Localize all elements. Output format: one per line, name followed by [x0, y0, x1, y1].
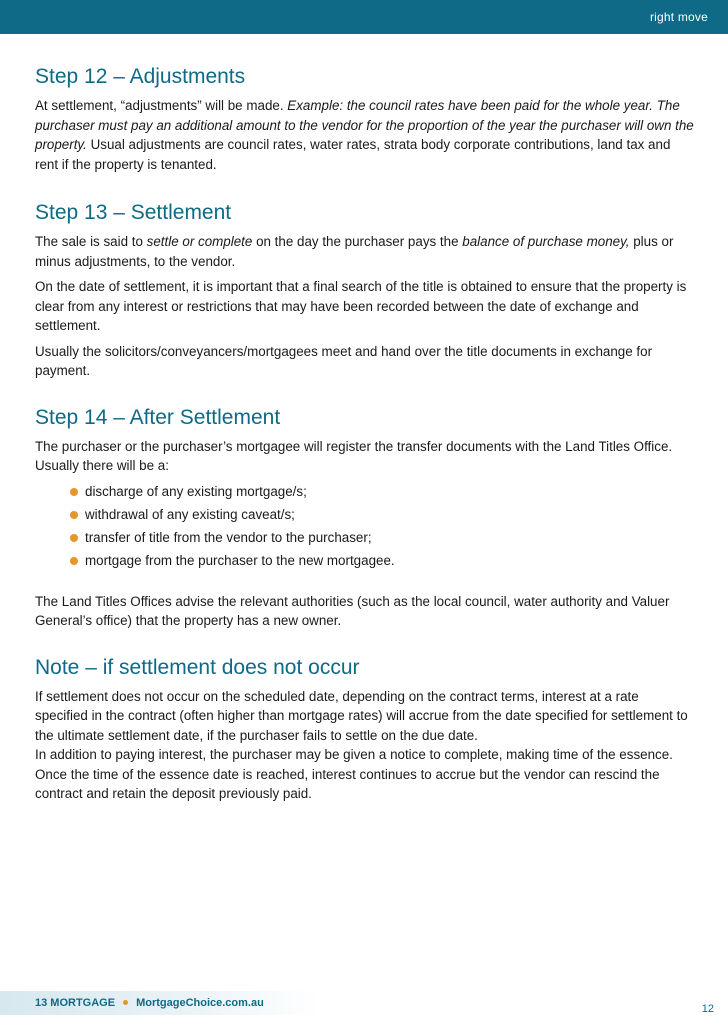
section-label: right move — [649, 10, 708, 24]
page-content — [35, 64, 695, 826]
italic-text: settle or complete — [146, 234, 253, 249]
list-item-text: transfer of title from the vendor to the purchaser; — [85, 529, 372, 545]
footer-contact — [35, 997, 264, 1009]
italic-text: balance of purchase money, — [462, 234, 630, 249]
list-item — [70, 482, 695, 502]
paragraph: The Land Titles Offices advise the relevant authorities (such as the local council, water authority and Valuer General’s office) that the property has a new owner. — [35, 593, 670, 628]
text-run: At settlement, “adjustments” will be made. — [35, 98, 288, 113]
header-bar — [0, 0, 728, 34]
section-step-12 — [35, 64, 695, 174]
paragraph: Usually the solicitors/conveyancers/mortgagees meet and hand over the title documents in exchange for payment. — [35, 343, 653, 378]
section-heading: Note – if settlement does not occur — [35, 655, 360, 679]
footer-website-link[interactable]: MortgageChoice.com.au — [136, 997, 264, 1009]
paragraph: In addition to paying interest, the purchaser may be given a notice to complete, making time of the essence. Once the time of the essence date is reached, interest continues to accrue but the vendor can rescind the contract and retain the deposit previously paid. — [35, 747, 673, 801]
bullet-dot-icon — [70, 488, 78, 496]
bullet-list — [35, 482, 695, 571]
italic-text: Example: the council rates have been paid for the whole year. The purchaser must pay an additional amount to the vendor for the proportion of the year the purchaser will own the property. — [35, 98, 694, 152]
bullet-dot-icon — [70, 511, 78, 519]
page-number: 12 — [701, 1003, 714, 1015]
section-heading: Step 14 – After Settlement — [35, 405, 281, 429]
paragraph — [35, 232, 695, 271]
section-heading: Step 13 – Settlement — [35, 201, 232, 224]
spacer — [35, 574, 695, 592]
list-item-text: withdrawal of any existing caveat/s; — [85, 506, 295, 522]
bullet-dot-icon — [70, 557, 78, 565]
text-run: Usual adjustments are council rates, water rates, strata body corporate contributions, land tax and rent if the property is tenanted. — [35, 137, 671, 172]
list-item-text: discharge of any existing mortgage/s; — [85, 483, 307, 499]
separator-dot-icon — [123, 1000, 128, 1005]
section-step-14 — [35, 405, 695, 631]
text-run: on the day the purchaser pays the — [252, 234, 463, 249]
bullet-dot-icon — [70, 534, 78, 542]
paragraph: If settlement does not occur on the scheduled date, depending on the contract terms, interest at a rate specified in the contract (often higher than mortgage rates) will accrue from the date specified for settlement to the ultimate settlement date, if the purchaser fails to settle on the due date. — [35, 688, 688, 743]
section-note — [35, 655, 695, 804]
section-step-13 — [35, 200, 695, 381]
footer-phone: 13 MORTGAGE — [35, 997, 116, 1009]
section-heading: Step 12 – Adjustments — [35, 65, 246, 88]
text-run: plus or minus adjustments, to the vendor. — [35, 234, 674, 269]
list-item — [70, 551, 695, 571]
footer-band — [0, 991, 320, 1015]
list-item — [70, 528, 695, 548]
paragraph: The purchaser or the purchaser’s mortgagee will register the transfer documents with the Land Titles Office. Usually there will be a: — [35, 438, 673, 473]
paragraph — [35, 96, 695, 174]
text-run: The sale is said to — [35, 234, 147, 249]
paragraph: On the date of settlement, it is important that a final search of the title is obtained to ensure that the property is clear from any interest or restrictions that may have been recorded between the date of exchange and settlement. — [35, 279, 687, 333]
list-item-text: mortgage from the purchaser to the new mortgagee. — [85, 552, 395, 568]
list-item — [70, 505, 695, 525]
